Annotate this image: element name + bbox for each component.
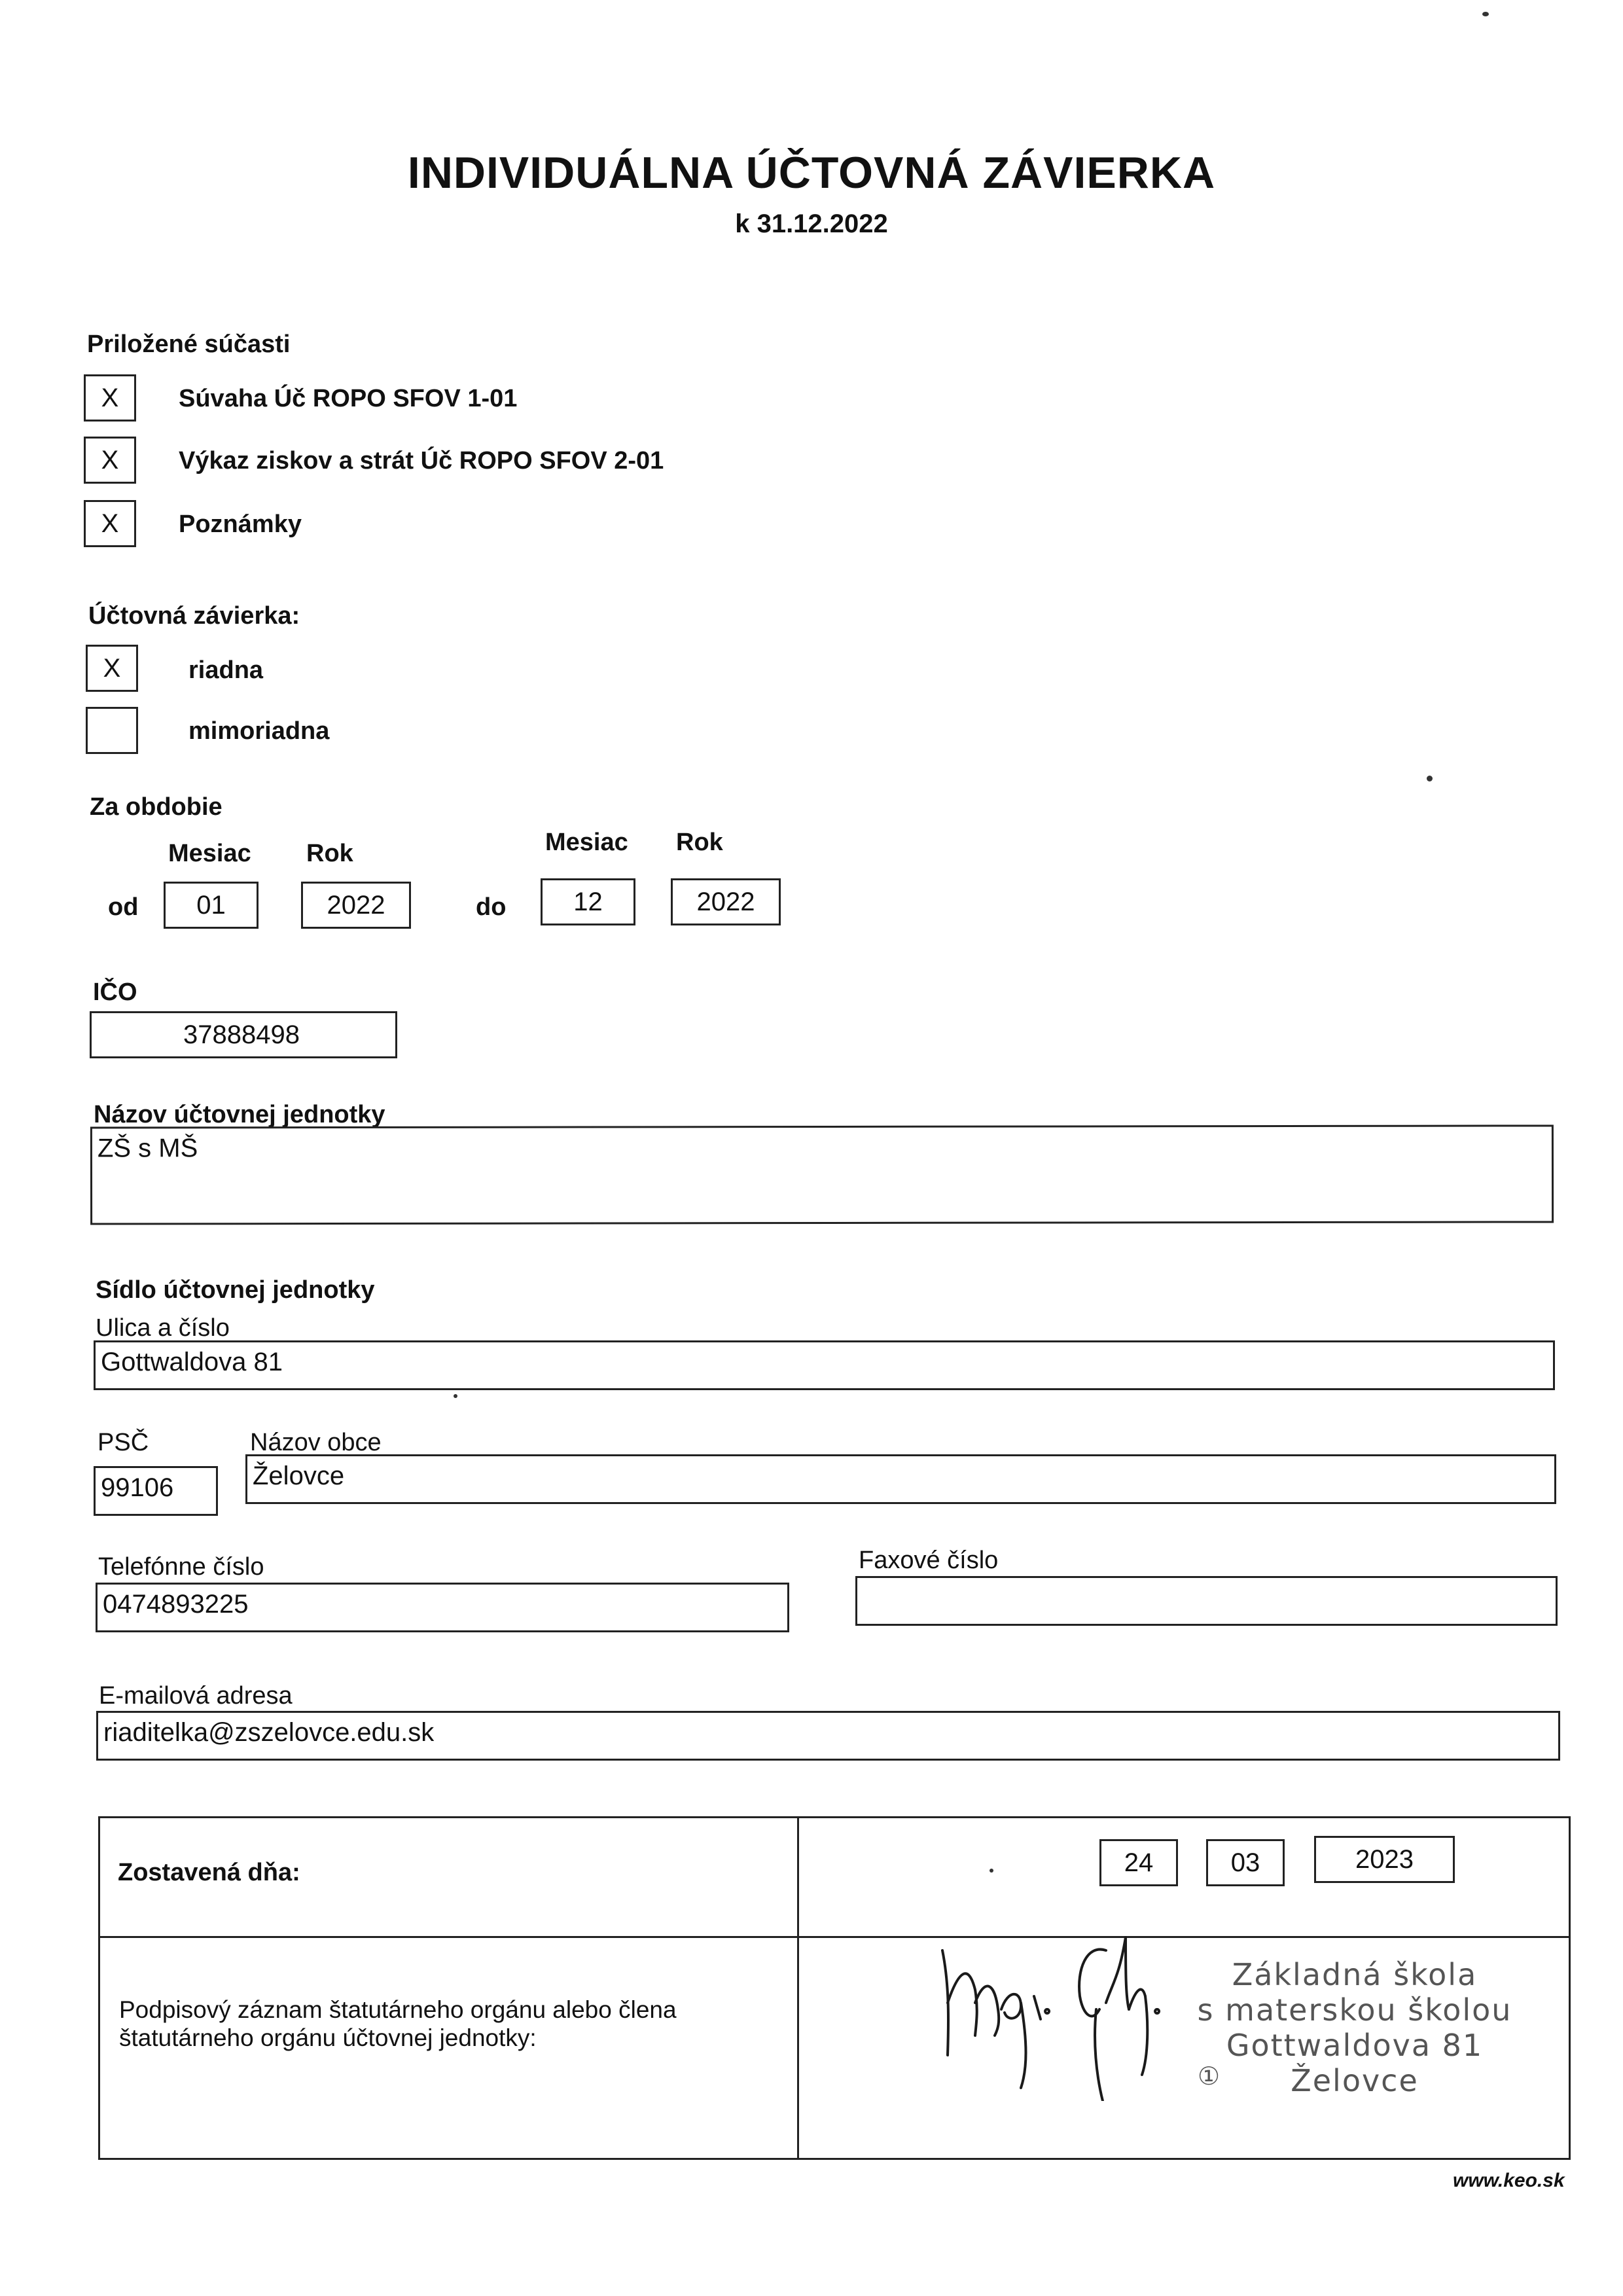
city-field[interactable]: Želovce <box>245 1454 1556 1504</box>
from-label: od <box>108 893 139 921</box>
closing-type-heading: Účtovná závierka: <box>88 602 300 630</box>
stamp-line-1: Základná škola <box>1232 1957 1478 1992</box>
compiled-year-field[interactable]: 2023 <box>1314 1836 1455 1883</box>
to-month-field[interactable]: 12 <box>541 878 635 925</box>
stamp-line-2: s materskou školou <box>1197 1992 1512 2028</box>
phone-label: Telefónne číslo <box>98 1553 264 1581</box>
option-label-regular: riadna <box>188 656 264 684</box>
entity-name-label: Názov účtovnej jednotky <box>94 1101 385 1128</box>
scan-speck <box>990 1869 993 1873</box>
compiled-month-field[interactable]: 03 <box>1206 1839 1285 1886</box>
from-month-field[interactable]: 01 <box>164 882 259 929</box>
fax-label: Faxové číslo <box>859 1547 999 1574</box>
closing-date: k 31.12.2022 <box>735 209 888 238</box>
street-label: Ulica a číslo <box>96 1314 230 1342</box>
checkbox-extraordinary[interactable] <box>86 707 138 754</box>
scan-speck <box>1482 12 1489 16</box>
attachments-heading: Priložené súčasti <box>87 331 291 358</box>
option-label-extraordinary: mimoriadna <box>188 717 330 745</box>
signature-label-line1: Podpisový záznam štatutárneho orgánu alebo člena <box>119 1996 677 2023</box>
ico-label: IČO <box>93 978 137 1006</box>
compiled-day-field[interactable]: 24 <box>1099 1839 1178 1886</box>
zip-field[interactable]: 99106 <box>94 1466 218 1516</box>
table-divider-horizontal <box>100 1936 1569 1938</box>
scan-speck <box>454 1394 457 1398</box>
attachment-label-notes: Poznámky <box>179 511 302 538</box>
city-label: Názov obce <box>250 1429 382 1456</box>
to-month-label: Mesiac <box>545 829 628 856</box>
attachment-label-profit-loss: Výkaz ziskov a strát Úč ROPO SFOV 2-01 <box>179 447 664 475</box>
period-heading: Za obdobie <box>90 793 223 821</box>
from-month-label: Mesiac <box>168 840 251 867</box>
scan-speck <box>1427 776 1433 781</box>
checkbox-notes[interactable]: X <box>84 500 136 547</box>
compiled-on-label: Zostavená dňa: <box>118 1859 300 1886</box>
checkbox-profit-loss[interactable]: X <box>84 437 136 484</box>
document-title: INDIVIDUÁLNA ÚČTOVNÁ ZÁVIERKA <box>407 148 1216 198</box>
from-year-field[interactable]: 2022 <box>301 882 411 929</box>
from-year-label: Rok <box>306 840 353 867</box>
stamp-line-3: Gottwaldova 81 <box>1226 2028 1484 2063</box>
entity-name-field[interactable]: ZŠ s MŠ <box>90 1124 1554 1225</box>
stamp-line-4: Želovce <box>1291 2063 1419 2098</box>
school-stamp <box>1178 1957 1531 2098</box>
table-divider-vertical <box>797 1818 799 2158</box>
phone-field[interactable]: 0474893225 <box>96 1583 789 1632</box>
handwritten-signature <box>929 1911 1165 2101</box>
street-field[interactable]: Gottwaldova 81 <box>94 1340 1555 1390</box>
footer-website: www.keo.sk <box>1453 2170 1565 2191</box>
stamp-number-mark: ① <box>1198 2062 1221 2090</box>
email-label: E-mailová adresa <box>99 1682 293 1710</box>
email-field[interactable]: riaditelka@zszelovce.edu.sk <box>96 1711 1560 1761</box>
to-year-label: Rok <box>676 829 723 856</box>
attachment-label-balance-sheet: Súvaha Úč ROPO SFOV 1-01 <box>179 385 518 412</box>
checkbox-balance-sheet[interactable]: X <box>84 374 136 422</box>
fax-field[interactable] <box>855 1576 1558 1626</box>
to-label: do <box>476 893 507 921</box>
to-year-field[interactable]: 2022 <box>671 878 781 925</box>
checkbox-regular[interactable]: X <box>86 645 138 692</box>
entity-seat-heading: Sídlo účtovnej jednotky <box>96 1276 375 1304</box>
signature-label-line2: štatutárneho orgánu účtovnej jednotky: <box>119 2024 537 2051</box>
ico-field[interactable]: 37888498 <box>90 1011 397 1058</box>
zip-label: PSČ <box>98 1429 149 1456</box>
